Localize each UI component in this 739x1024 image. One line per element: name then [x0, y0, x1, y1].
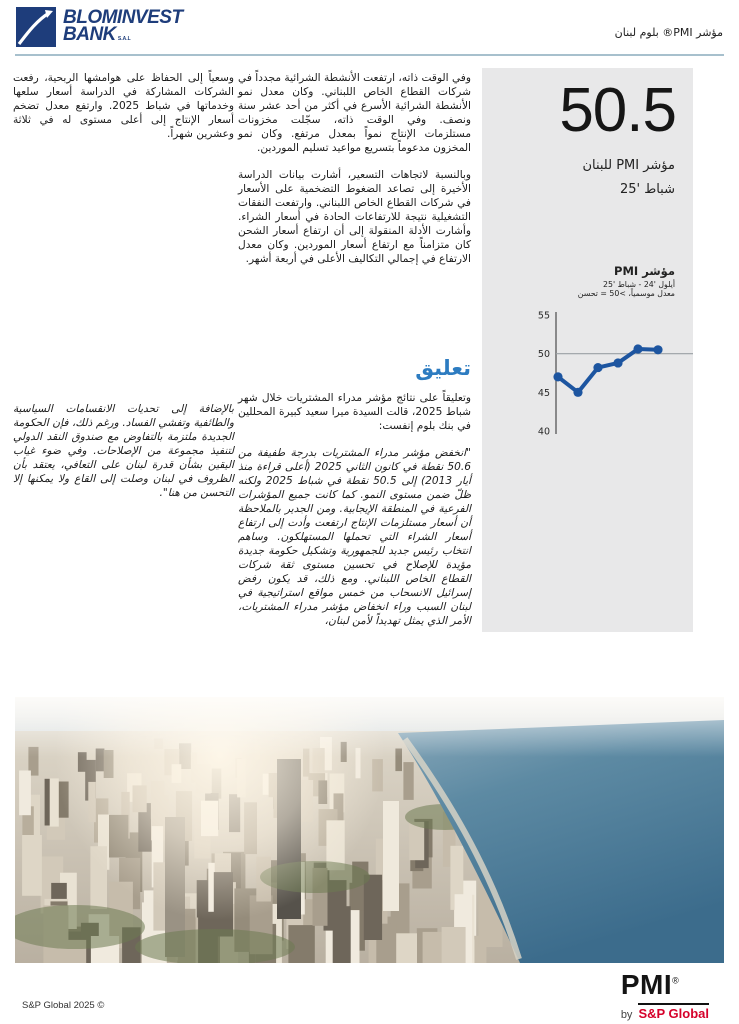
beirut-cityscape-photo: [15, 697, 724, 963]
logo-line2: BANK S.A.L: [63, 24, 131, 46]
paragraph-output-prices: وسعياً إلى الحفاظ على هوامشها الربحية، رفعت الشركات المشاركة في الدراسة أسعار سلعها وخدماتها في شباط 2025. وارتفع معدل تضخم أسعار الإنتاج إلى أعلى مستوى له في ثلاثة وعشرين شهراً.: [13, 72, 234, 140]
paragraph-price-trends: وبالنسبة لاتجاهات التسعير، أشارت بيانات الدراسة الأخيرة إلى تصاعد الضغوط التضخمية على الأسعار في شركات القطاع الخاص اللبناني. وارتفعت النفقات التشغيلية نتيجة للارتفاعات الحادة في أسعار الشراء. وأشارت الأدلة المنقولة إلى أن ارتفاع أسعار الشحن كان متزامناً مع ارتفاع أسعار الموردين. وكان معدل الارتفاع في إجمالي التكاليف الأعلى في أربعة أشهر.: [238, 169, 471, 265]
document-title: مؤشر PMI® بلوم لبنان: [614, 26, 723, 39]
chart-header: [578, 264, 675, 298]
svg-text:55: 55: [537, 310, 550, 322]
pmi-headline-value: 50.5: [559, 76, 676, 145]
pmi-sp-global-logo: [621, 971, 709, 1021]
pmi-label-line2: شباط '25: [619, 182, 675, 198]
blominvest-logo-text: [63, 7, 183, 44]
blominvest-bank-logo: [16, 7, 183, 47]
svg-text:45: 45: [537, 387, 550, 399]
chart-note: معدل موسمياً، >50 = تحسن: [577, 289, 675, 298]
comment-section: [238, 356, 471, 639]
analyst-quote-continuation: بالإضافة إلى تحديات الانقسامات السياسية والطائفية وتفشي الفساد. ورغم ذلك، فإن الحكومة الجديدة ملتزمة بالتفاوض مع صندوق النقد الدولي لتنفيذ مجموعة من الإصلاحات. وفي ضوء غياب اليقين بشأن قدرة لبنان على التعافي، يعتقد بأن الظروف في لبنان وصلت إلى القاع ولا يمكنها إلا التحسن من هنا".: [13, 402, 234, 499]
logo-line1: BLOMINVEST: [63, 7, 183, 28]
chart-title: مؤشر PMI: [614, 264, 675, 278]
pmi-label-line1: مؤشر PMI للبنان: [582, 158, 675, 173]
paragraph-purchasing-activity: وفي الوقت ذاته، ارتفعت الأنشطة الشرائية مجدداً في شركات القطاع الخاص اللبناني. وكان معدل نمو الأنشطة الشرائية الأسرع في أكثر من أحد عشر سنة ونصف. وفي الوقت ذاته، سجّلت مخزونات مستلزمات الإنتاج نمواً بمعدل مرتفع. وكان نمو المخزون مدعوماً بتسريع مواعيد تسليم الموردين.: [238, 72, 471, 154]
pmi-headline-label: [582, 154, 675, 202]
blominvest-logo-icon: [16, 7, 56, 47]
sp-global-brand: S&P Global: [638, 1003, 709, 1021]
svg-text:40: 40: [537, 426, 550, 438]
pmi-highlight-box: [482, 68, 693, 632]
logo-sal: S.A.L: [117, 36, 131, 43]
registered-mark: ®: [672, 975, 680, 986]
text-column-second: [13, 71, 234, 141]
comment-intro: وتعليقاً على نتائج مؤشر مدراء المشتريات خلال شهر شباط 2025، قالت السيدة ميرا سعيد كبيرة المحللين في بنك بلوم إنفست:: [238, 392, 471, 432]
by-label: by: [620, 1009, 633, 1021]
header-divider: [15, 54, 724, 56]
comment-heading: تعليق: [415, 356, 471, 380]
text-column-first: [238, 71, 471, 277]
pmi-logo-byline: [621, 1003, 709, 1021]
svg-text:50: 50: [537, 349, 550, 361]
chart-subtitle: أيلول '24 - شباط '25: [603, 280, 675, 289]
pmi-logo-word: PMI®: [620, 969, 680, 1000]
analyst-quote: "انخفض مؤشر مدراء المشتريات بدرجة طفيفة من 50.6 نقطة في كانون الثاني 2025 (أعلى قراءة منذ أيار 2013) إلى 50.5 نقطة في شباط 2025 ولكنه ظلّ ضمن مستوى النمو. كما كانت جميع المؤشرات الفرعية في المنطقة الإيجابية. ومن الجدير بالملاحظة أن أسعار مستلزمات الإنتاج ارتفعت وأدت إلى ارتفاع أسعار الشراء التي تحملها المستهلكون. وساهم انتخاب رئيس جديد للجمهورية وتشكيل حكومة جديدة مؤيدة للإصلاح في تحسين مستوى ثقة شركات القطاع الخاص اللبناني. ومع ذلك، قد يكون رفض إسرائيل الانسحاب من خمس مواقع استراتيجية في لبنان السبب وراء انخفاض مؤشر مدراء المشتريات، الأمر الذي يمثل تهديداً لأمن لبنان،: [238, 447, 471, 627]
pmi-trend-chart: [482, 306, 693, 456]
copyright-notice: S&P Global 2025 ©: [22, 1000, 105, 1011]
